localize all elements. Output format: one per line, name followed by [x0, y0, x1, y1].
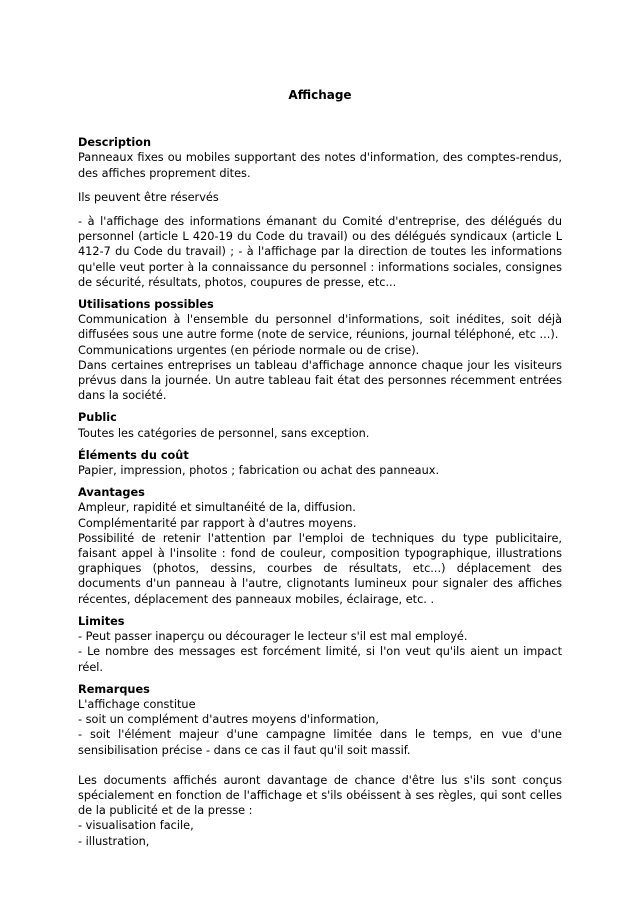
remarques-heading: Remarques	[78, 682, 150, 696]
limites-paragraph-1: - Peut passer inaperçu ou décourager le lecteur s'il est mal employé.	[78, 630, 468, 644]
remarques-paragraph-3: - soit l'élément majeur d'une campagne limitée dans le temps, en vue d'une sensibilisation précise - dans ce cas il faut qu'il soit massif.	[78, 728, 562, 757]
remarques-paragraph-6: - illustration,	[78, 834, 150, 848]
remarques-paragraph-4: Les documents affichés auront davantage de chance d'être lus s'ils sont conçus spécialement en fonction de l'affichage et s'ils obéissent à ses règles, qui sont celles de la publicité et de la presse :	[78, 773, 562, 818]
public-paragraph-1: Toutes les catégories de personnel, sans exception.	[78, 426, 370, 440]
utilisations-paragraph-2: Communications urgentes (en période normale ou de crise).	[78, 343, 420, 357]
remarques-paragraph-5: - visualisation facile,	[78, 819, 194, 833]
document-page	[78, 88, 562, 849]
cout-heading: Éléments du coût	[78, 448, 189, 462]
limites-paragraph-2: - Le nombre des messages est forcément limité, si l'on veut qu'ils aient un impact réel.	[78, 645, 562, 674]
description-heading: Description	[78, 136, 152, 150]
description-paragraph-3: - à l'affichage des informations émanant du Comité d'entreprise, des délégués du personnel (article L 420-19 du Code du travail) ou des délégués syndicaux (article L 412-7 du Code du travail) ; - à l'affichage par la direction de toutes les informations qu'elle veut porter à la connaissance du personnel : informations sociales, consignes de sécurité, résultats, photos, coupures de presse, etc...	[78, 215, 562, 289]
avantages-paragraph-1: Ampleur, rapidité et simultanéité de la, diffusion.	[78, 501, 356, 515]
avantages-heading: Avantages	[78, 486, 145, 500]
avantages-paragraph-2: Complémentarité par rapport à d'autres moyens.	[78, 516, 357, 530]
utilisations-paragraph-1: Communication à l'ensemble du personnel d'informations, soit inédites, soit déjà diffusées sous une autre forme (note de service, réunions, journal téléphoné, etc ...).	[78, 313, 562, 342]
public-heading: Public	[78, 411, 117, 425]
utilisations-paragraph-3: Dans certaines entreprises un tableau d'affichage annonce chaque jour les visiteurs prévus dans la journée. Un autre tableau fait état des personnes récemment entrées dans la société.	[78, 358, 562, 403]
limites-heading: Limites	[78, 614, 125, 628]
utilisations-heading: Utilisations possibles	[78, 298, 214, 312]
description-paragraph-1: Panneaux fixes ou mobiles supportant des notes d'information, des comptes-rendus, des affiches proprement dites.	[78, 151, 562, 180]
cout-paragraph-1: Papier, impression, photos ; fabrication ou achat des panneaux.	[78, 464, 440, 478]
remarques-paragraph-2: - soit un complément d'autres moyens d'information,	[78, 713, 379, 727]
avantages-paragraph-3: Possibilité de retenir l'attention par l'emploi de techniques du type publicitaire, faisant appel à l'insolite : fond de couleur, composition typographique, illustrations graphiques (photos, dessins, courbes de résultats, etc...) déplacement des documents d'un panneau à l'autre, clignotants lumineux pour signaler des affiches récentes, déplacement des panneaux mobiles, éclairage, etc. .	[78, 531, 562, 606]
page-title: Affichage	[288, 88, 352, 102]
remarques-paragraph-1: L'affichage constitue	[78, 697, 196, 711]
description-paragraph-2: Ils peuvent être réservés	[78, 190, 219, 204]
